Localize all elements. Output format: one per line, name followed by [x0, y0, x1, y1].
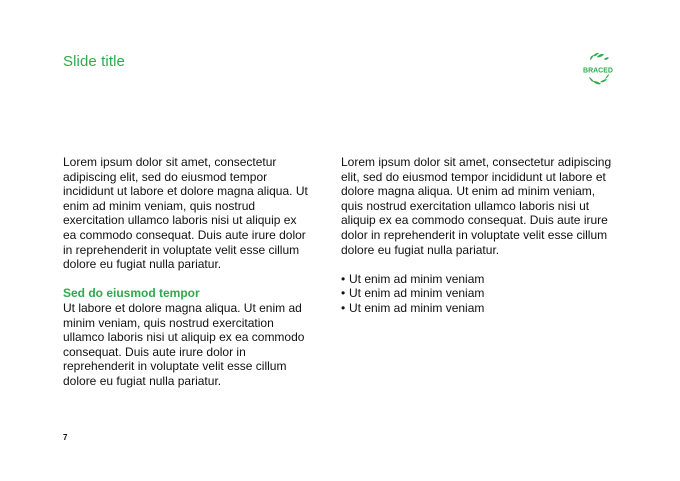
bullet-mark: • — [341, 300, 346, 315]
list-item — [341, 286, 616, 301]
left-paragraph-2: Ut labore et dolore magna aliqua. Ut enim ad minim veniam, quis nostrud exercitation ullamco laboris nisi ut aliquip ex ea commodo consequat. Duis aute irure dolor in reprehenderit in voluptate velit esse cillum dolore eu fugiat nulla pariatur. — [63, 300, 305, 388]
braced-logo — [578, 52, 618, 88]
page-number: 7 — [63, 433, 68, 442]
bullet-text: Ut enim ad minim veniam — [349, 300, 485, 315]
braced-logo-icon — [578, 52, 618, 88]
list-item — [341, 301, 616, 316]
right-column — [341, 155, 616, 316]
bullet-text: Ut enim ad minim veniam — [349, 286, 485, 301]
left-paragraph-1: Lorem ipsum dolor sit amet, consectetur adipiscing elit, sed do eiusmod tempor incididunt ut labore et dolore magna aliqua. Ut enim ad minim veniam, quis nostrud exercitation ullamco laboris nisi ut aliquip ex ea commodo consequat. Duis aute irure dolor in reprehenderit in voluptate velit esse cillum dolore eu fugiat nulla pariatur. — [63, 155, 308, 272]
left-column — [63, 155, 313, 389]
list-item — [341, 272, 616, 287]
bullet-text: Ut enim ad minim veniam — [349, 271, 485, 286]
bullet-mark: • — [341, 271, 346, 286]
slide-title: Slide title — [63, 53, 125, 70]
bullet-list — [341, 272, 616, 316]
logo-text: BRACED — [583, 67, 613, 75]
left-subheading: Sed do eiusmod tempor — [63, 286, 200, 301]
bullet-mark: • — [341, 286, 346, 301]
right-paragraph: Lorem ipsum dolor sit amet, consectetur adipiscing elit, sed do eiusmod tempor incididunt ut labore et dolore magna aliqua. Ut enim ad minim veniam, quis nostrud exercitation ullamco laboris nisi ut aliquip ex ea commodo consequat. Duis aute irure dolor in reprehenderit in voluptate velit esse cillum dolore eu fugiat nulla pariatur. — [341, 155, 612, 257]
